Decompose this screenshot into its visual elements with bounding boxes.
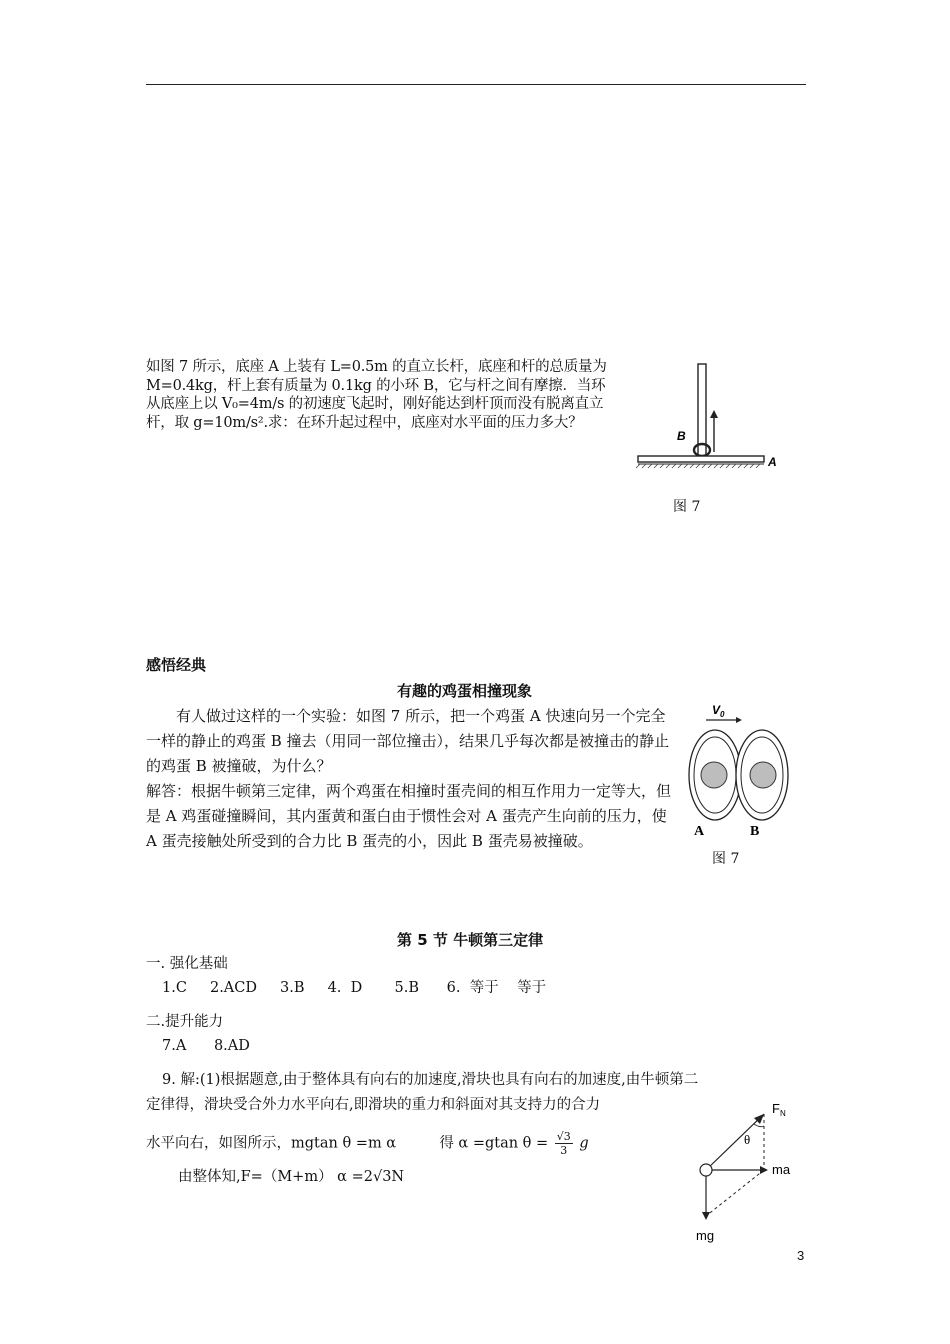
part2-heading: 二.提升能力 bbox=[146, 1014, 224, 1030]
theta-arc bbox=[754, 1124, 764, 1127]
velocity-arrowhead bbox=[736, 717, 742, 723]
q9-equation-1: 水平向右，如图所示，mgtan θ =m α bbox=[146, 1135, 397, 1152]
q9-line-4 bbox=[178, 1167, 404, 1187]
velocity-label: $V_0$ bbox=[712, 703, 725, 719]
ground-hatch bbox=[636, 464, 760, 468]
story-paragraph-2: 解答：根据牛顿第三定律，两个鸡蛋在相撞时蛋壳间的相互作用力一定等大，但是 A 鸡蛋碰撞瞬间，其内蛋黄和蛋白由于惯性会对 A 蛋壳产生向前的压力，使 A 蛋壳接触处所受到的合力比 B 蛋壳的小，因此 B 蛋壳易被撞破。 bbox=[146, 782, 672, 850]
story-title: 有趣的鸡蛋相撞现象 bbox=[397, 682, 533, 700]
egg-b-yolk bbox=[750, 762, 776, 788]
figure-7-caption: 图 7 bbox=[673, 499, 701, 515]
force-diagram bbox=[690, 1100, 810, 1250]
mg-label: mg bbox=[696, 1228, 715, 1243]
q9-fraction bbox=[555, 1130, 573, 1157]
story-paragraph-1: 有人做过这样的一个实验：如图 7 所示，把一个鸡蛋 A 快速向另一个完全一样的静止的鸡蛋 B 撞去（用同一部位撞击），结果几乎每次都是被撞击的静止的鸡蛋 B 被撞破，为什么？ bbox=[146, 707, 670, 775]
page-number: 3 bbox=[797, 1248, 805, 1263]
question-11 bbox=[146, 358, 616, 432]
egg-b-label: B bbox=[750, 824, 760, 839]
dashed-diagonal bbox=[706, 1170, 764, 1216]
fn-label: $F_N$ bbox=[772, 1101, 786, 1118]
label-a: A bbox=[768, 455, 777, 469]
header-rule bbox=[146, 84, 806, 85]
q9-equation-2: 得 α =gtan θ = bbox=[439, 1135, 549, 1152]
theta-label: θ bbox=[744, 1132, 751, 1147]
arrow-head bbox=[710, 410, 718, 418]
q9-sqrt3: √3 bbox=[372, 1169, 392, 1185]
ma-label: ma bbox=[772, 1162, 791, 1177]
q9-line-1: 9. 解:(1)根据题意,由于整体具有向右的加速度,滑块也具有向右的加速度,由牛顿第二 bbox=[162, 1072, 699, 1088]
part2-answers: 7.A 8.AD bbox=[162, 1038, 250, 1054]
q9-fraction-numerator: √3 bbox=[556, 1130, 571, 1143]
q9-fraction-denominator: 3 bbox=[560, 1144, 568, 1157]
q9-force-expression: 由整体知,F=（M+m） α =2 bbox=[178, 1169, 373, 1185]
figure-7-rod bbox=[630, 360, 790, 480]
egg-a-label: A bbox=[694, 824, 705, 839]
question-11-text: 如图 7 所示，底座 A 上装有 L=0.5m 的直立长杆，底座和杆的总质量为 M=0.4kg，杆上套有质量为 0.1kg 的小环 B，它与杆之间有摩擦．当环从底座上以 V₀=4m/s 的初速度飞起时，刚好能达到杆顶而没有脱离直立杆，取 g=10m/s².求：在环升起过程中，底座对水平面的压力多大？ bbox=[146, 359, 607, 431]
part1-answers: 1.C 2.ACD 3.B 4. D 5.B 6. 等于 等于 bbox=[162, 980, 547, 996]
label-b: B bbox=[677, 429, 686, 443]
story-body bbox=[146, 704, 678, 854]
slider-point bbox=[700, 1164, 712, 1176]
section-title-classic: 感悟经典 bbox=[146, 656, 207, 674]
q9-unit: N bbox=[391, 1169, 405, 1185]
rod bbox=[698, 364, 706, 456]
egg-figure bbox=[684, 700, 794, 850]
section-5-title: 第 5 节 牛顿第三定律 bbox=[397, 931, 544, 949]
base-a bbox=[638, 456, 764, 462]
q9-line-2: 定律得，滑块受合外力水平向右,即滑块的重力和斜面对其支持力的合力 bbox=[146, 1097, 601, 1113]
egg-a-yolk bbox=[701, 762, 727, 788]
egg-figure-caption: 图 7 bbox=[712, 851, 740, 867]
q9-g: g bbox=[579, 1135, 589, 1152]
q9-line-3 bbox=[146, 1130, 589, 1157]
part1-heading: 一. 强化基础 bbox=[146, 956, 228, 972]
fn-vector bbox=[706, 1114, 764, 1170]
